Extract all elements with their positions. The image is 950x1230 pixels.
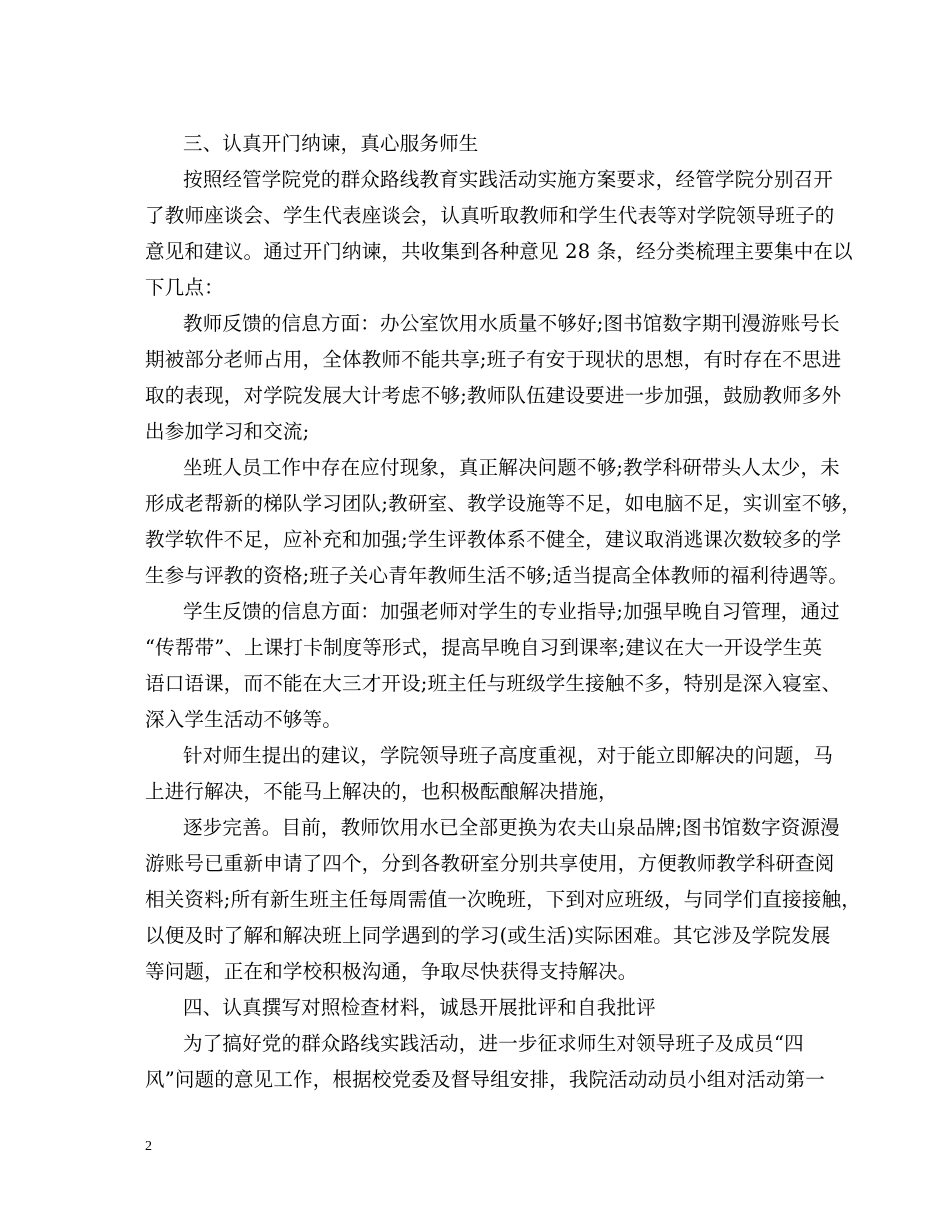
paragraph-line: 语口语课，而不能在大三才开设;班主任与班级学生接触不多，特别是深入寝室、 xyxy=(145,672,842,695)
paragraph-line: 学生反馈的信息方面：加强老师对学生的专业指导;加强早晚自习管理，通过 xyxy=(183,600,840,623)
paragraph-line: 等问题，正在和学校积极沟通，争取尽快获得支持解决。 xyxy=(145,960,638,983)
paragraph-line: 按照经管学院党的群众路线教育实践活动实施方案要求，经管学院分别召开 xyxy=(183,168,834,191)
paragraph-line: 坐班人员工作中存在应付现象，真正解决问题不够;教学科研带头人太少，未 xyxy=(183,456,840,479)
paragraph-line: 形成老帮新的梯队学习团队;教研室、教学设施等不足，如电脑不足，实训室不够， xyxy=(145,492,861,515)
paragraph-line: 意见和建议。通过开门纳谏，共收集到各种意见 28 条，经分类梳理主要集中在以 xyxy=(145,240,853,263)
paragraph-line: 逐步完善。目前，教师饮用水已全部更换为农夫山泉品牌;图书馆数字资源漫 xyxy=(183,816,840,839)
paragraph-line: 以便及时了解和解决班上同学遇到的学习(或生活)实际困难。其它涉及学院发展 xyxy=(145,924,831,947)
paragraph-line: 下几点： xyxy=(145,276,224,299)
paragraph-line: 为了搞好党的群众路线实践活动，进一步征求师生对领导班子及成员“四 xyxy=(183,1032,804,1055)
paragraph-line: 针对师生提出的建议，学院领导班子高度重视，对于能立即解决的问题，马 xyxy=(183,744,834,767)
paragraph-line: 期被部分老师占用，全体教师不能共享;班子有安于现状的思想，有时存在不思进 xyxy=(145,348,842,371)
paragraph-line: 教师反馈的信息方面：办公室饮用水质量不够好;图书馆数字期刊漫游账号长 xyxy=(183,312,840,335)
section-heading-3: 三、认真开门纳谏，真心服务师生 xyxy=(183,132,479,155)
paragraph-line: 游账号已重新申请了四个，分到各教研室分别共享使用，方便教师教学科研查阅 xyxy=(145,852,835,875)
paragraph-line: 教学软件不足，应补充和加强;学生评教体系不健全，建议取消逃课次数较多的学 xyxy=(145,528,842,551)
paragraph-line: 深入学生活动不够等。 xyxy=(145,708,343,731)
paragraph-line: “传帮带”、上课打卡制度等形式，提高早晚自习到课率;建议在大一开设学生英 xyxy=(145,636,823,659)
paragraph-line: 取的表现，对学院发展大计考虑不够;教师队伍建设要进一步加强，鼓励教师多外 xyxy=(145,384,842,407)
paragraph-line: 了教师座谈会、学生代表座谈会，认真听取教师和学生代表等对学院领导班子的 xyxy=(145,204,835,227)
paragraph-line: 出参加学习和交流; xyxy=(145,420,310,443)
paragraph-line: 相关资料;所有新生班主任每周需值一次晚班，下到对应班级，与同学们直接接触， xyxy=(145,888,861,911)
paragraph-line: 生参与评教的资格;班子关心青年教师生活不够;适当提高全体教师的福利待遇等。 xyxy=(145,564,849,587)
paragraph-line: 上进行解决，不能马上解决的，也积极酝酿解决措施， xyxy=(145,780,618,803)
paragraph-line: 风”问题的意见工作，根据校党委及督导组安排，我院活动动员小组对活动第一 xyxy=(145,1068,825,1091)
page-number: 2 xyxy=(145,1139,152,1154)
section-heading-4: 四、认真撰写对照检查材料，诚恳开展批评和自我批评 xyxy=(183,996,656,1019)
